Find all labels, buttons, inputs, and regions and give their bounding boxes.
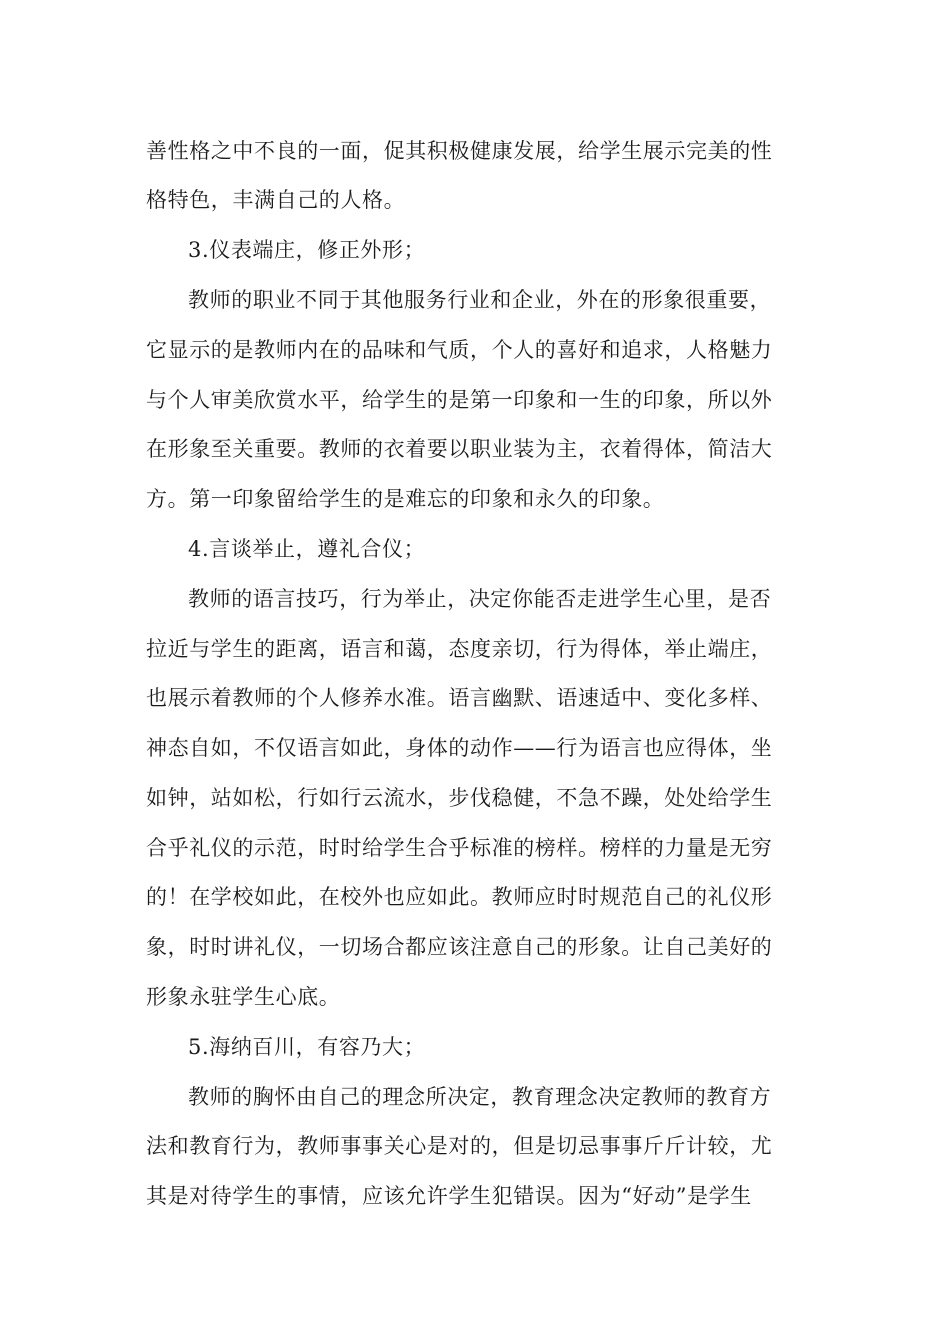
text-line: 的！在学校如此，在校外也应如此。教师应时时规范自己的礼仪形 (146, 885, 773, 909)
text-line: 象，时时讲礼仪，一切场合都应该注意自己的形象。让自己美好的 (146, 935, 773, 959)
text-line: 如钟，站如松，行如行云流水，步伐稳健，不急不躁，处处给学生 (146, 786, 773, 810)
section-heading-5: 5.海纳百川，有容乃大； (188, 1035, 426, 1059)
text-line: 合乎礼仪的示范，时时给学生合乎标准的榜样。榜样的力量是无穷 (146, 836, 773, 860)
text-line: 其是对待学生的事情，应该允许学生犯错误。因为“好动”是学生 (146, 1184, 752, 1208)
text-line: 教师的语言技巧，行为举止，决定你能否走进学生心里，是否 (188, 587, 772, 611)
text-line: 教师的职业不同于其他服务行业和企业，外在的形象很重要， (188, 288, 772, 312)
section-heading-4: 4.言谈举止，遵礼合仪； (188, 537, 426, 561)
text-line: 它显示的是教师内在的品味和气质，个人的喜好和追求，人格魅力 (146, 338, 773, 362)
text-line: 拉近与学生的距离，语言和蔼，态度亲切，行为得体，举止端庄， (146, 637, 773, 661)
text-line: 与个人审美欣赏水平，给学生的是第一印象和一生的印象，所以外 (146, 388, 773, 412)
text-line: 法和教育行为，教师事事关心是对的，但是切忌事事斤斤计较，尤 (146, 1134, 773, 1158)
text-line: 也展示着教师的个人修养水准。语言幽默、语速适中、变化多样、 (146, 686, 773, 710)
text-line: 教师的胸怀由自己的理念所决定，教育理念决定教师的教育方 (188, 1085, 772, 1109)
section-heading-3: 3.仪表端庄，修正外形； (188, 238, 426, 262)
text-line: 神态自如，不仅语言如此，身体的动作——行为语言也应得体，坐 (146, 736, 773, 760)
text-line: 格特色，丰满自己的人格。 (146, 188, 406, 212)
text-line: 形象永驻学生心底。 (146, 985, 341, 1009)
text-line: 在形象至关重要。教师的衣着要以职业装为主，衣着得体，简洁大 (146, 437, 773, 461)
text-line: 方。第一印象留给学生的是难忘的印象和永久的印象。 (146, 487, 665, 511)
text-line: 善性格之中不良的一面，促其积极健康发展，给学生展示完美的性 (146, 139, 773, 163)
